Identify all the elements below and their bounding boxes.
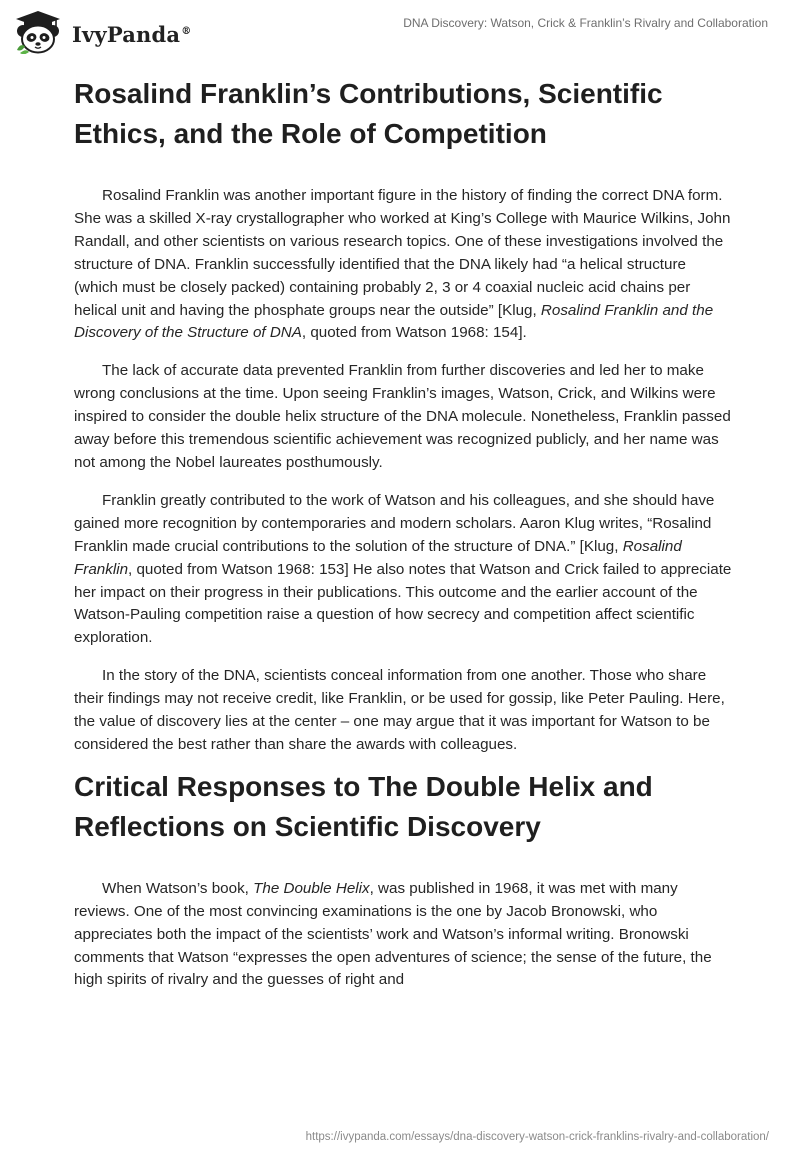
paragraph-text: Rosalind Franklin was another important figure in the history of finding the correct DNA form. She was a skilled X-ray crystallographer who worked at King’s College with Maurice Wilkins, John Randall, and other scientists on various research topics. One of these investigations involved the structure of DNA. Franklin successfully identified that the DNA likely had “a helical structure (which must be closely packed) containing probably 2, 3 or 4 coaxial nucleic acid chains per helical unit and having the phosphate groups near the outside” [Klug,	[74, 187, 731, 319]
logo-wordmark	[72, 22, 191, 47]
paragraph	[74, 185, 734, 345]
paragraph-text: , quoted from Watson 1968: 153] He also notes that Watson and Crick failed to appreciate her impact on their progress in their publications. This outcome and the earlier account of the Watson-Pauling competition raise a question of how secrecy and competition affect scientific exploration.	[74, 560, 732, 647]
paragraph-text: Franklin greatly contributed to the work of Watson and his colleagues, and she should have gained more recognition by contemporaries and modern scholars. Aaron Klug writes, “Rosalind Franklin made crucial contributions to the solution of the structure of DNA.” [Klug,	[74, 491, 715, 555]
paragraph	[74, 878, 734, 993]
page-header	[0, 0, 800, 60]
italic-book-title: The Double Helix	[253, 879, 370, 897]
registered-mark: ®	[181, 25, 192, 37]
italic-citation: Rosalind Franklin and the Discovery of the Structure of DNA	[74, 301, 714, 342]
paragraph-text: When Watson’s book,	[102, 879, 254, 897]
section-heading-franklin: Rosalind Franklin’s Contributions, Scientific Ethics, and the Role of Competition	[74, 78, 663, 149]
ivypanda-logo[interactable]	[14, 10, 191, 54]
italic-citation: Rosalind Franklin	[74, 537, 682, 578]
section-heading-critical-responses: Critical Responses to The Double Helix and Reflections on Scientific Discovery	[74, 770, 653, 842]
paragraph: In the story of the DNA, scientists conceal information from one another. Those who share their findings may not receive credit, like Franklin, or be used for gossip, like Peter Pauling. Here, the value of discovery lies at the center – one may argue that it was important for Watson to be considered the best rather than share the awards with colleagues.	[74, 667, 725, 753]
article-body	[74, 68, 734, 992]
paragraph-text: , quoted from Watson 1968: 154].	[301, 324, 527, 342]
paragraph-text: , was published in 1968, it was met with many reviews. One of the most convincing examinations is the one by Jacob Bronowski, who appreciates both the impact of the scientists’ work and Watson’s informal writing. Bronowski comments that Watson “expresses the open adventures of science; the sense of the future, the high spirits of rivalry and the guesses of right and	[74, 879, 712, 989]
document-title: DNA Discovery: Watson, Crick & Franklin’s Rivalry and Collaboration	[403, 16, 768, 30]
panda-graduate-icon	[14, 10, 62, 54]
source-url[interactable]: https://ivypanda.com/essays/dna-discovery-watson-crick-franklins-rivalry-and-collaboration/	[305, 1131, 769, 1143]
logo-name: IvyPanda	[72, 21, 181, 47]
paragraph	[74, 490, 734, 650]
paragraph: The lack of accurate data prevented Franklin from further discoveries and led her to make wrong conclusions at the time. Upon seeing Franklin’s images, Watson, Crick, and Wilkins were inspired to consider the double helix structure of the DNA molecule. Nonetheless, Franklin passed away before this tremendous scientific achievement was recognized publicly, and her name was not among the Nobel laureates posthumously.	[74, 362, 731, 471]
